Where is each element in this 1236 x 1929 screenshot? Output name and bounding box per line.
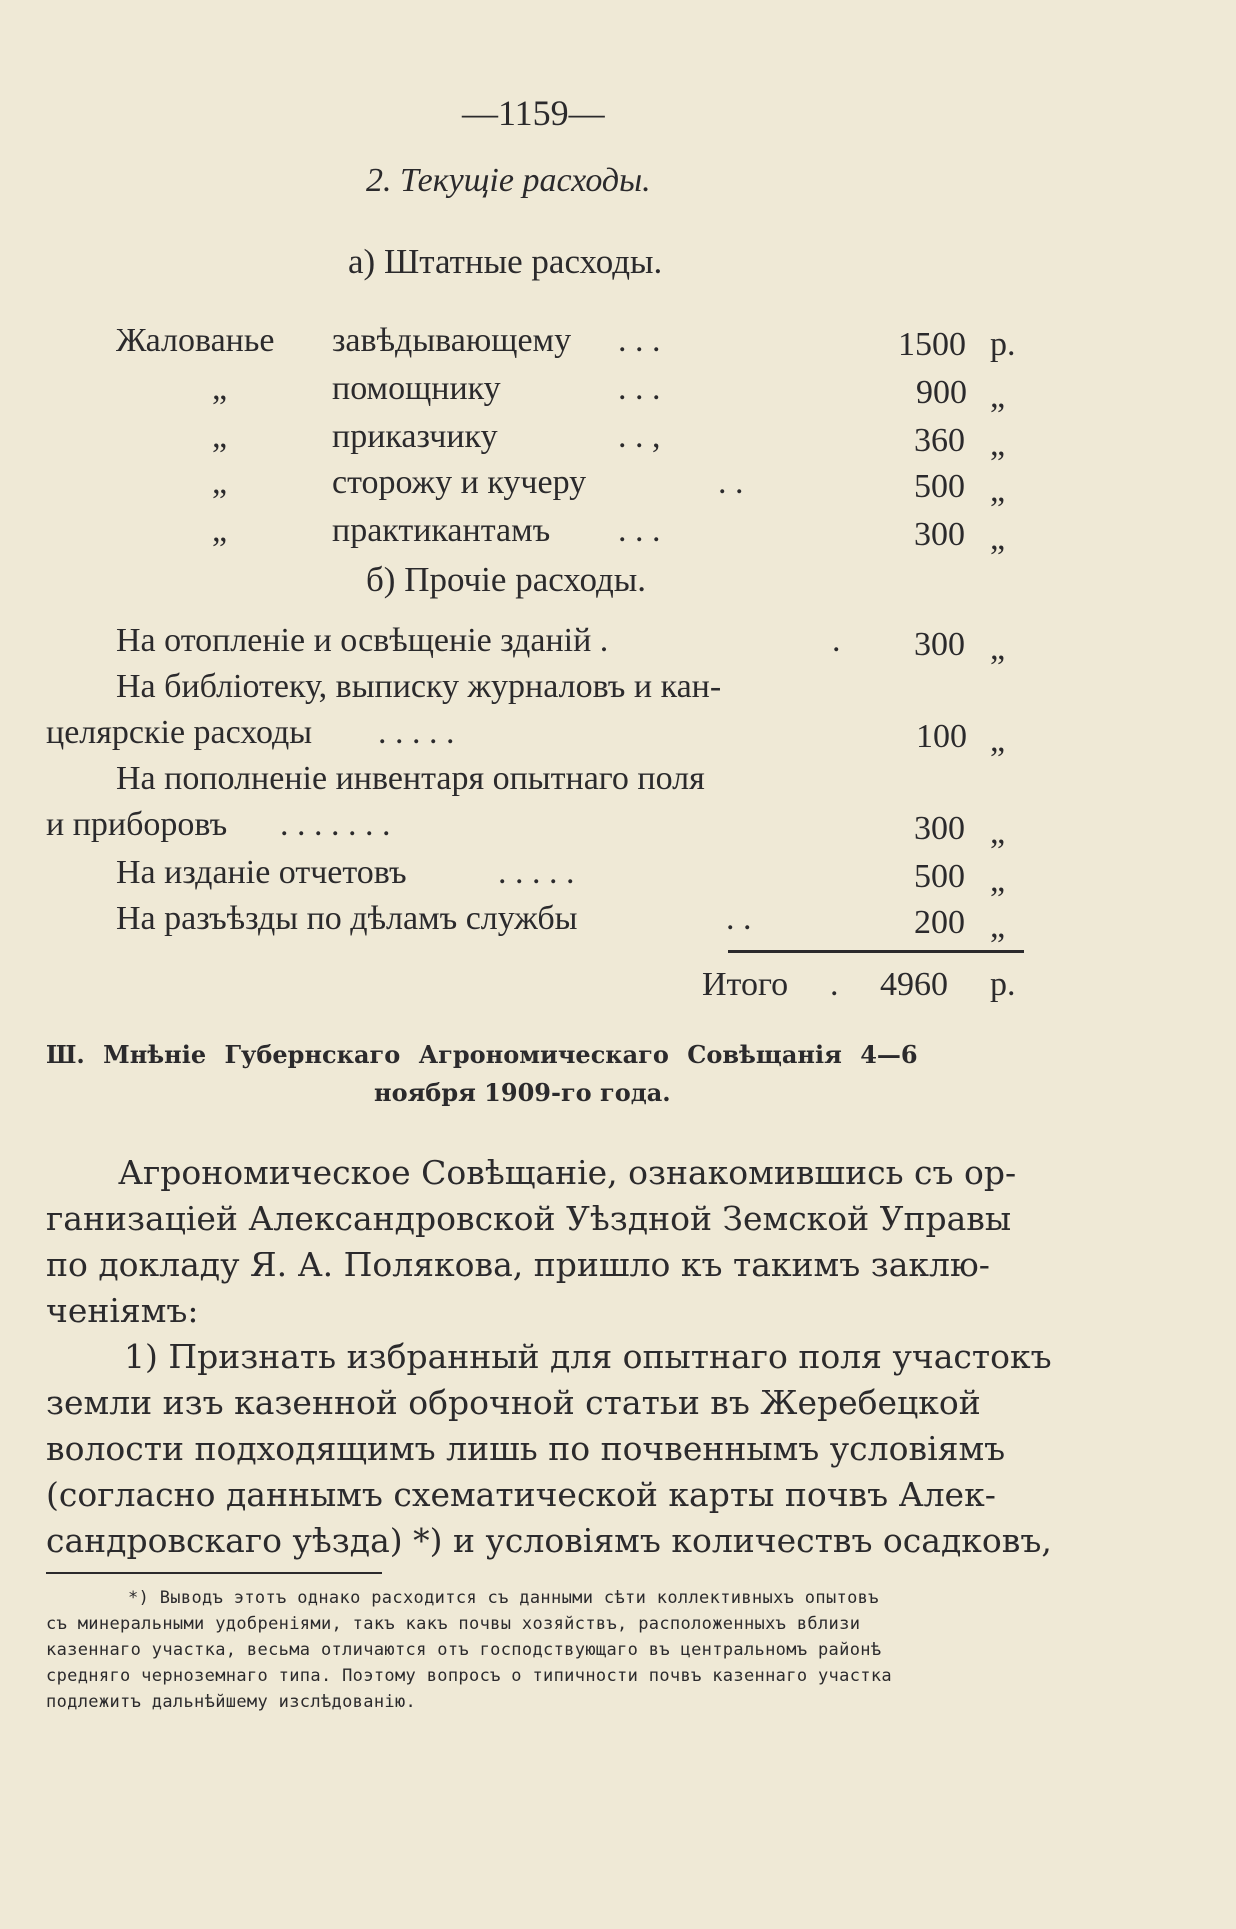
total-rule: [728, 950, 1024, 953]
subheading-other-expenses: б) Прочіе расходы.: [366, 560, 647, 599]
section-title: 2. Текущіе расходы.: [366, 162, 651, 199]
salary-item: помощнику: [332, 370, 501, 407]
expense-line: На пополненіе инвентаря опытнаго поля: [116, 760, 705, 797]
expense-unit: „: [990, 722, 1006, 759]
expense-dots: . .: [726, 900, 752, 937]
expense-dots: . . . . .: [378, 714, 455, 751]
salary-dots: . . ,: [618, 418, 661, 455]
expense-line: На отопленіе и освѣщеніе зданій .: [116, 622, 609, 659]
salary-label: „: [212, 418, 228, 455]
expense-dots: . . . . . . .: [280, 806, 391, 843]
footnote-line: средняго черноземнаго типа. Поэтому вопросъ о типичности почвъ казеннаго участка: [46, 1666, 892, 1686]
paragraph-line: волости подходящимъ лишь по почвеннымъ условіямъ: [46, 1429, 1006, 1468]
section-heading-iii-continued: ноября 1909-го года.: [374, 1078, 671, 1107]
salary-item: практикантамъ: [332, 512, 551, 549]
paragraph-line: земли изъ казенной оброчной статьи въ Жеребецкой: [46, 1383, 981, 1422]
expense-unit: „: [990, 814, 1006, 851]
salary-unit: „: [990, 472, 1006, 509]
salary-item: завѣдывающему: [332, 322, 572, 359]
salary-dots: . . .: [618, 322, 661, 359]
expense-line-continued: и приборовъ: [46, 806, 228, 843]
expense-dots: .: [832, 622, 841, 659]
paragraph-line: 1) Признать избранный для опытнаго поля участокъ: [124, 1337, 1052, 1376]
salary-label: „: [212, 370, 228, 407]
salary-amount: 500: [914, 468, 965, 505]
subheading-staff-expenses: а) Штатные расходы.: [348, 242, 663, 281]
salary-unit: р.: [990, 326, 1016, 363]
expense-amount: 300: [914, 626, 965, 663]
expense-line: На изданіе отчетовъ: [116, 854, 407, 891]
expense-line: На разъѣзды по дѣламъ службы: [116, 900, 578, 937]
salary-item: сторожу и кучеру: [332, 464, 587, 501]
salary-label: „: [212, 464, 228, 501]
total-dots: .: [830, 966, 839, 1003]
salary-label: Жалованье: [116, 322, 275, 359]
total-unit: р.: [990, 966, 1016, 1003]
expense-line-continued: целярскіе расходы: [46, 714, 313, 751]
expense-dots: . . . . .: [498, 854, 575, 891]
footnote-rule: [46, 1572, 382, 1574]
paragraph-line: ганизаціей Александровской Уѣздной Земской Управы: [46, 1199, 1012, 1238]
total-amount: 4960: [880, 966, 948, 1003]
expense-unit: „: [990, 630, 1006, 667]
salary-unit: „: [990, 426, 1006, 463]
salary-item: приказчику: [332, 418, 498, 455]
expense-amount: 200: [914, 904, 965, 941]
expense-unit: „: [990, 862, 1006, 899]
paragraph-line: сандровскаго уѣзда) *) и условіямъ количествъ осадковъ,: [46, 1521, 1052, 1560]
paragraph-line: по докладу Я. А. Полякова, пришло къ такимъ заклю-: [46, 1245, 990, 1284]
expense-line: На библіотеку, выписку журналовъ и кан-: [116, 668, 722, 705]
expense-amount: 300: [914, 810, 965, 847]
page-number: —1159—: [462, 93, 605, 133]
section-heading-iii: Ш. Мнѣніе Губернскаго Агрономическаго Совѣщанія 4—6: [46, 1040, 918, 1069]
footnote-line: подлежитъ дальнѣйшему изслѣдованію.: [46, 1692, 417, 1712]
expense-unit: „: [990, 908, 1006, 945]
salary-dots: . . .: [618, 512, 661, 549]
expense-amount: 500: [914, 858, 965, 895]
footnote-line: казеннаго участка, весьма отличаются отъ господствующаго въ центральномъ районѣ: [46, 1640, 882, 1660]
footnote-line: *) Выводъ этотъ однако расходится съ данными сѣти коллективныхъ опытовъ: [128, 1588, 879, 1608]
salary-amount: 1500: [898, 326, 966, 363]
paragraph-line: Агрономическое Совѣщаніе, ознакомившись съ ор-: [118, 1153, 1017, 1192]
salary-amount: 360: [914, 422, 965, 459]
expense-amount: 100: [916, 718, 967, 755]
salary-amount: 900: [916, 374, 967, 411]
total-label: Итого: [702, 966, 789, 1003]
salary-amount: 300: [914, 516, 965, 553]
paragraph-line: ченіямъ:: [46, 1291, 199, 1330]
salary-unit: „: [990, 520, 1006, 557]
salary-label: „: [212, 512, 228, 549]
salary-unit: „: [990, 378, 1006, 415]
paragraph-line: (согласно даннымъ схематической карты почвъ Алек-: [46, 1475, 996, 1514]
footnote-line: съ минеральными удобреніями, такъ какъ почвы хозяйствъ, расположенныхъ вблизи: [46, 1614, 861, 1634]
salary-dots: . . .: [618, 370, 661, 407]
salary-dots: . .: [718, 464, 744, 501]
